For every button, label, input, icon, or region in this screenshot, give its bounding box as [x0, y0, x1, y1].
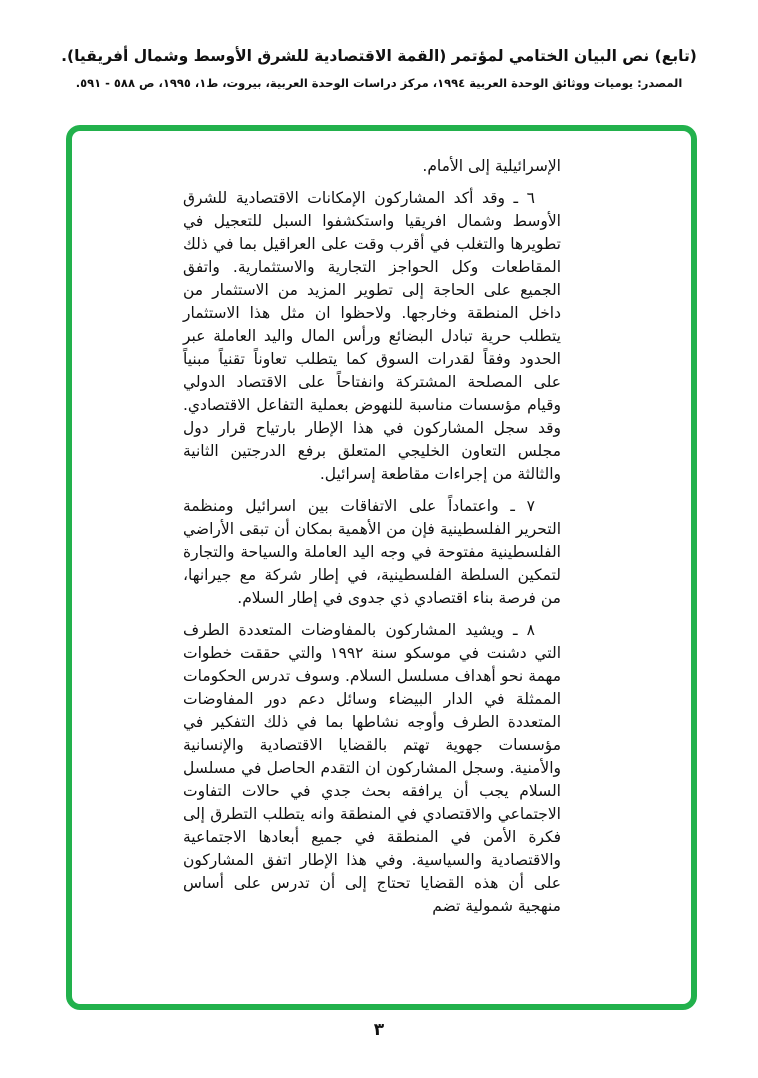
continuation-paragraph: الإسرائيلية إلى الأمام.	[422, 157, 561, 175]
document-title: (تابع) نص البيان الختامي لمؤتمر (القمة الاقتصادية للشرق الأوسط وشمال أفريقيا).	[61, 47, 697, 65]
body-text-column	[183, 155, 561, 918]
page-number: ٣	[373, 1020, 385, 1040]
paragraph-6: ٦ ـ وقد أكد المشاركون الإمكانات الاقتصادية للشرق الأوسط وشمال افريقيا واستكشفوا السبل للتعجيل في تطويرها والتغلب في أقرب وقت على العراقيل بما في ذلك المقاطعات وكل الحواجز التجارية والاستثمارية. واتفق الجميع على الحاجة إلى تطوير المزيد من الاستثمار من داخل المنطقة وخارجها. ولاحظوا ان مثل هذا الاستثمار يتطلب حرية تبادل البضائع ورأس المال واليد العاملة عبر الحدود وفقاً لقدرات السوق كما يتطلب تعاوناً تقنياً مبنياً على المصلحة المشتركة وانفتاحاً على الاقتصاد الدولي وقيام مؤسسات مناسبة للنهوض بعملية التفاعل الاقتصادي. وقد سجل المشاركون في هذا الإطار بارتياح قرار دول مجلس التعاون الخليجي المتعلق برفع الدرجتين الثانية والثالثة من إجراءات مقاطعة إسرائيل.	[183, 189, 561, 483]
paragraph-7: ٧ ـ واعتماداً على الاتفاقات بين اسرائيل ومنظمة التحرير الفلسطينية فإن من الأهمية بمكان أن تبقى الأراضي الفلسطينية مفتوحة في وجه اليد العاملة والسياحة والتجارة لتمكين السلطة الفلسطينية، في إطار شركة مع جيرانها، من فرصة بناء اقتصادي ذي جدوى في إطار السلام.	[183, 497, 561, 607]
page-header	[0, 46, 758, 91]
paragraph-8: ٨ ـ ويشيد المشاركون بالمفاوضات المتعددة الطرف التي دشنت في موسكو سنة ١٩٩٢ والتي حققت خطوات مهمة نحو أهداف مسلسل السلام. وسوف تدرس الحكومات الممثلة في الدار البيضاء وسائل دعم دور المفاوضات المتعددة الطرف وأوجه نشاطها بما في ذلك التفكير في مؤسسات جهوية تهتم بالقضايا الاقتصادية والإنسانية والأمنية. وسجل المشاركون ان التقدم الحاصل في مسلسل السلام يجب أن يرافقه بحث جدي في حالات التفاوت الاجتماعي والاقتصادي في المنطقة وانه يتطلب التطرق إلى فكرة الأمن في المنطقة في جميع أبعادها الاجتماعية والاقتصادية والسياسية. وفي هذا الإطار اتفق المشاركون على أن هذه القضايا تحتاج إلى أن تدرس على أساس منهجية شمولية تضم	[183, 621, 562, 915]
source-citation: المصدر: يوميات ووثائق الوحدة العربية ١٩٩٤، مركز دراسات الوحدة العربية، بيروت، ط١، ١٩٩٥، ص ٥٨٨ - ٥٩١.	[75, 76, 683, 90]
